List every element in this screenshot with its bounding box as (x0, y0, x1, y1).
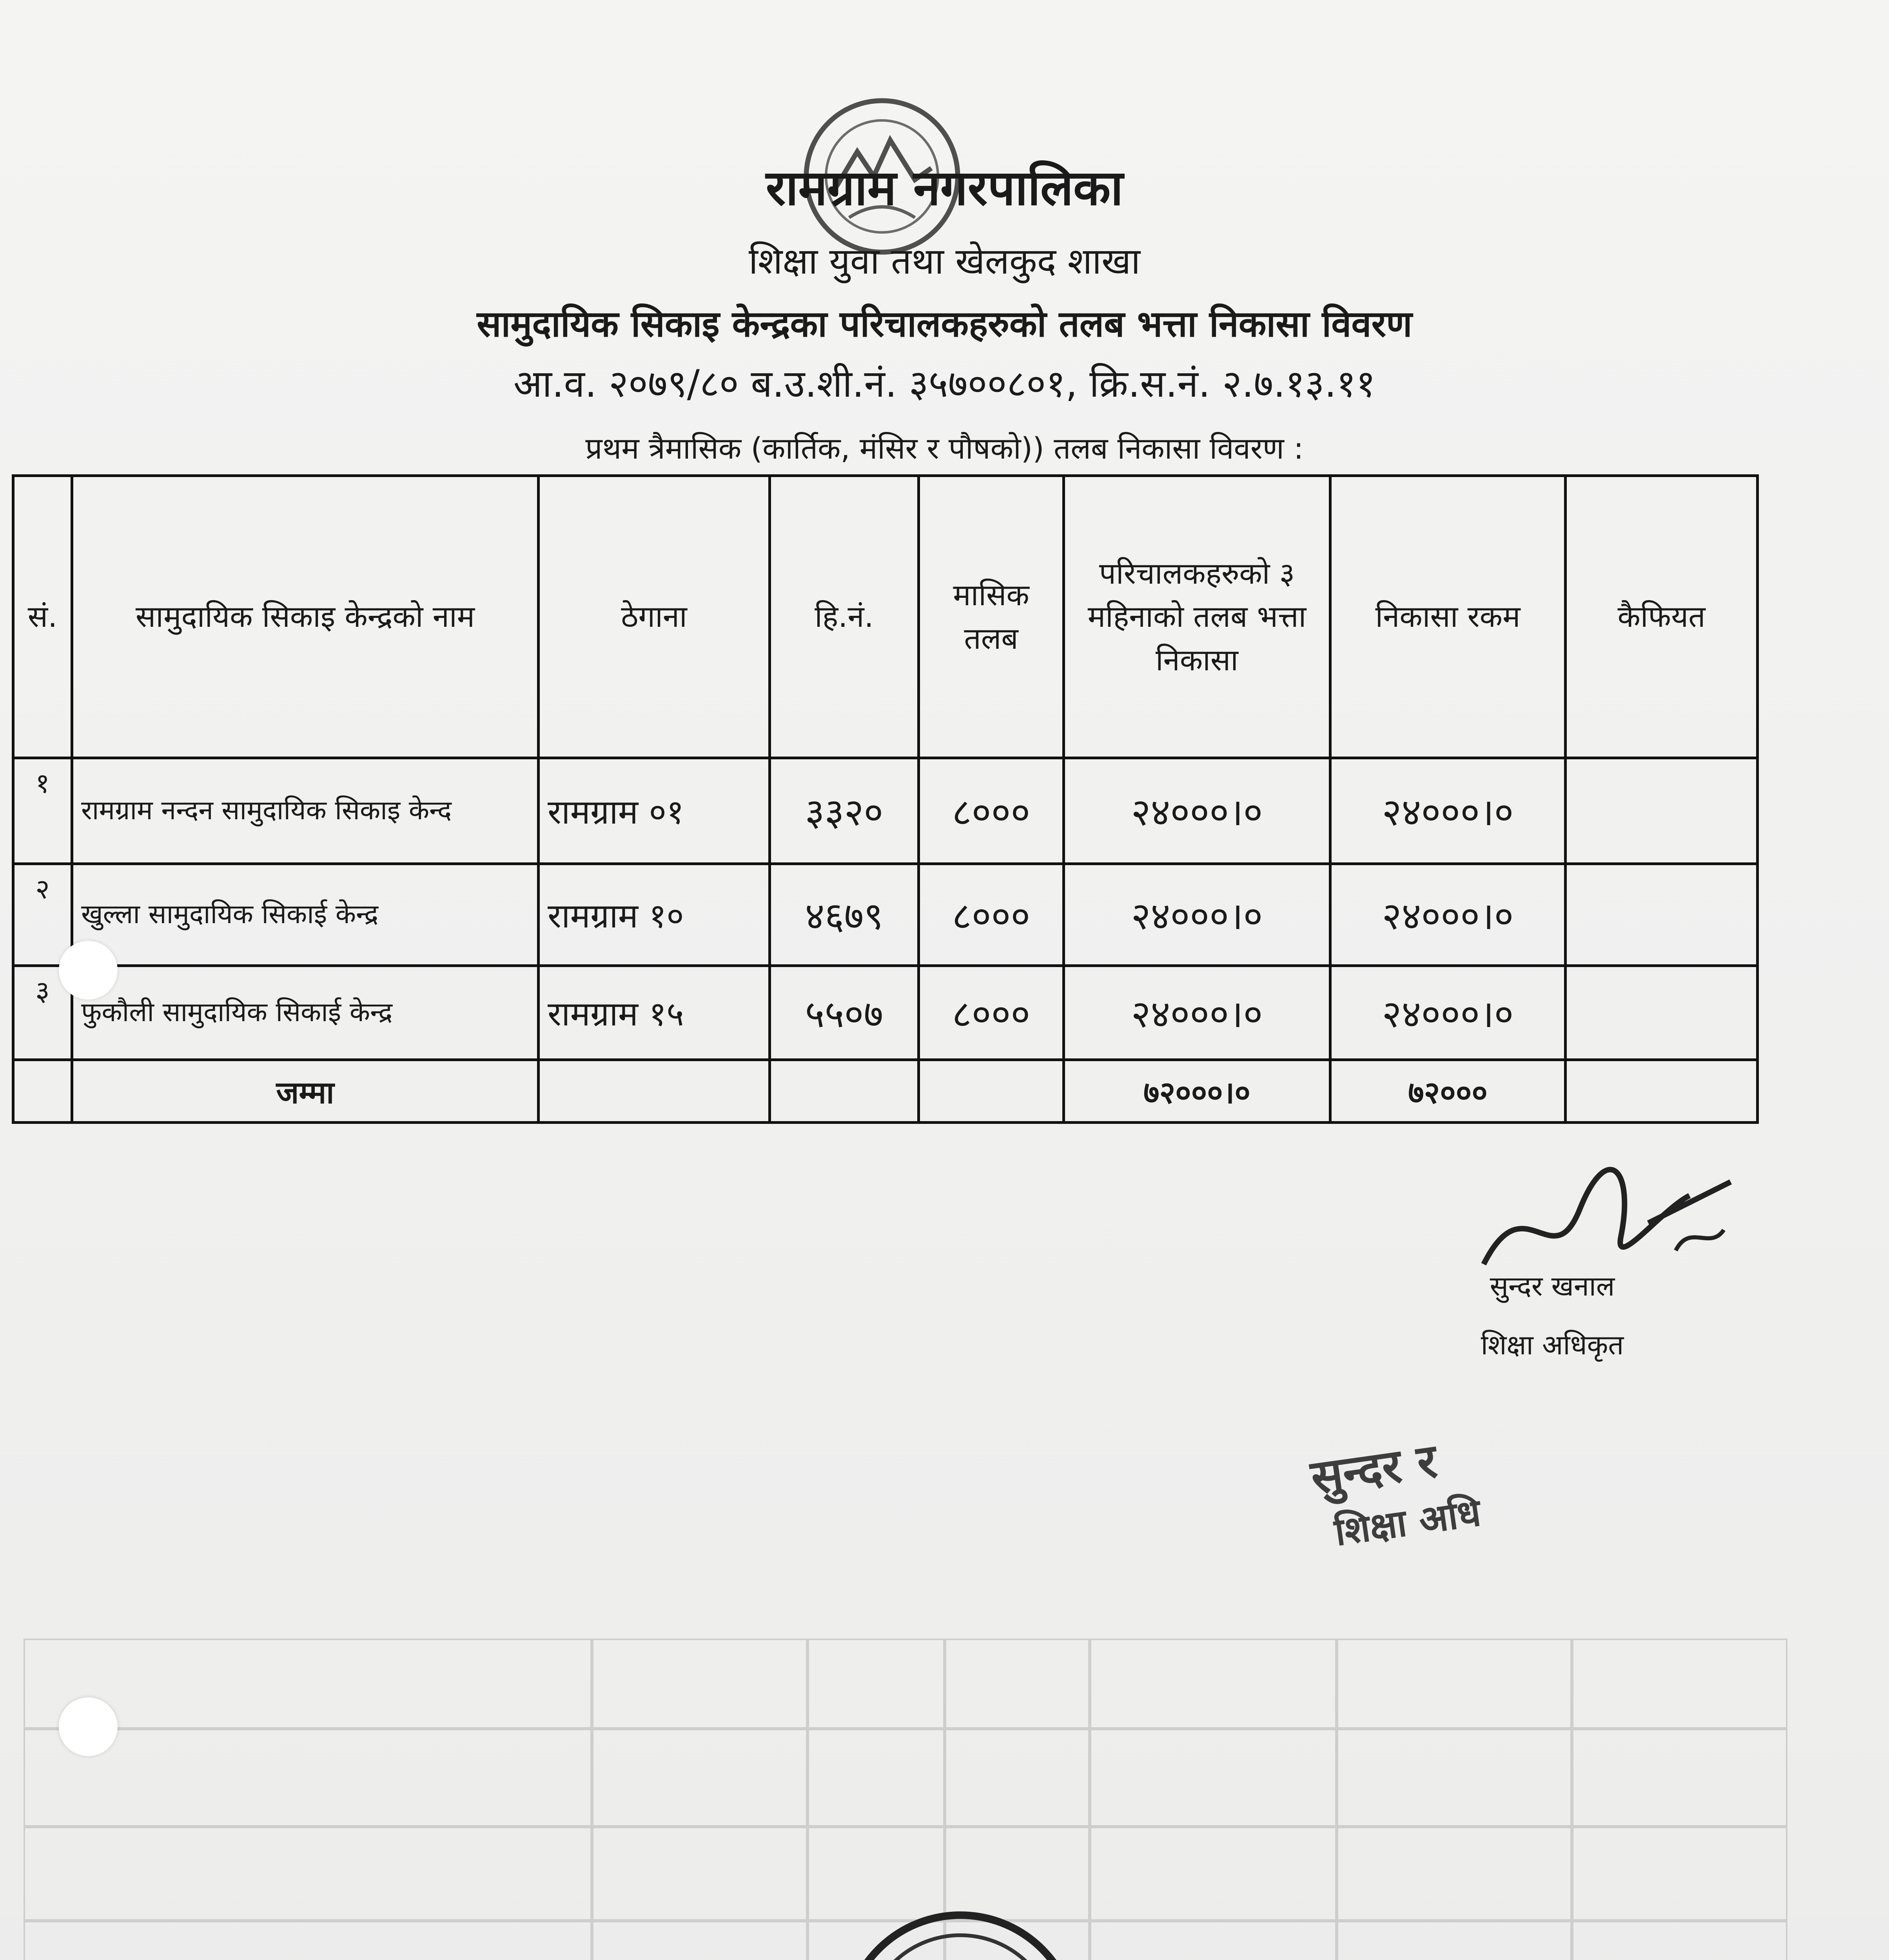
signatory-name: सुन्दर खनाल (1490, 1270, 1615, 1302)
table-header-row (13, 476, 1758, 758)
col-header: परिचालकहरुको ३ महिनाको तलब भत्ता निकासा (1064, 476, 1330, 758)
account-number: ३३२० (770, 758, 919, 864)
three-month-amount: २४०००।० (1064, 758, 1330, 864)
col-header: सं. (13, 476, 72, 758)
center-address: रामग्राम १५ (539, 966, 770, 1060)
account-number: ५५०७ (770, 966, 919, 1060)
row-serial: २ (13, 864, 72, 966)
monthly-salary: ८००० (919, 758, 1064, 864)
bank-round-seal-icon (835, 1905, 1086, 1960)
three-month-amount: २४०००।० (1064, 966, 1330, 1060)
document-subject: सामुदायिक सिकाइ केन्द्रका परिचालकहरुको तलब भत्ता निकासा विवरण (477, 303, 1412, 345)
account-number: ४६७९ (770, 864, 919, 966)
monthly-salary: ८००० (919, 864, 1064, 966)
table-total-row (13, 1060, 1758, 1123)
punch-hole (59, 941, 118, 1000)
col-header: कैफियत (1566, 476, 1758, 758)
remarks (1566, 864, 1758, 966)
table-row (13, 758, 1758, 864)
table-row (13, 966, 1758, 1060)
section-name: शिक्षा युवा तथा खेलकुद शाखा (748, 240, 1141, 282)
col-header: निकासा रकम (1330, 476, 1566, 758)
total-release: ७२००० (1330, 1060, 1566, 1123)
monthly-salary: ८००० (919, 966, 1064, 1060)
row-serial: ३ (13, 966, 72, 1060)
three-month-amount: २४०००।० (1064, 864, 1330, 966)
period-line: प्रथम त्रैमासिक (कार्तिक, मंसिर र पौषको)) तलब निकासा विवरण : (585, 431, 1304, 466)
salary-release-table (12, 474, 1756, 1121)
release-amount: २४०००।० (1330, 966, 1566, 1060)
total-label: जम्मा (72, 1060, 539, 1123)
table-row (13, 864, 1758, 966)
org-title: रामग्राम नगरपालिका (766, 160, 1123, 216)
col-header: मासिक तलब (919, 476, 1064, 758)
center-name: रामग्राम नन्दन सामुदायिक सिकाइ केन्द (72, 758, 539, 864)
name-stamp (1307, 1394, 1680, 1561)
total-three-month: ७२०००।० (1064, 1060, 1330, 1123)
punch-hole (59, 1697, 118, 1756)
col-header: हि.नं. (770, 476, 919, 758)
center-address: रामग्राम ०१ (539, 758, 770, 864)
row-serial: १ (13, 758, 72, 864)
budget-line: आ.व. २०७९/८० ब.उ.शी.नं. ३५७००८०१, क्रि.स.नं. २.७.१३.११ (513, 362, 1376, 406)
center-address: रामग्राम १० (539, 864, 770, 966)
stamp-line: शिक्षा अधि (1332, 1490, 1484, 1555)
remarks (1566, 758, 1758, 864)
center-name: खुल्ला सामुदायिक सिकाई केन्द्र (72, 864, 539, 966)
stamp-line: सुन्दर र (1307, 1433, 1441, 1505)
remarks (1566, 966, 1758, 1060)
col-header: ठेगाना (539, 476, 770, 758)
release-amount: २४०००।० (1330, 758, 1566, 864)
signatory-designation: शिक्षा अधिकृत (1481, 1329, 1624, 1361)
center-name: फुकौली सामुदायिक सिकाई केन्द्र (72, 966, 539, 1060)
release-amount: २४०००।० (1330, 864, 1566, 966)
col-header: सामुदायिक सिकाइ केन्द्रको नाम (72, 476, 539, 758)
